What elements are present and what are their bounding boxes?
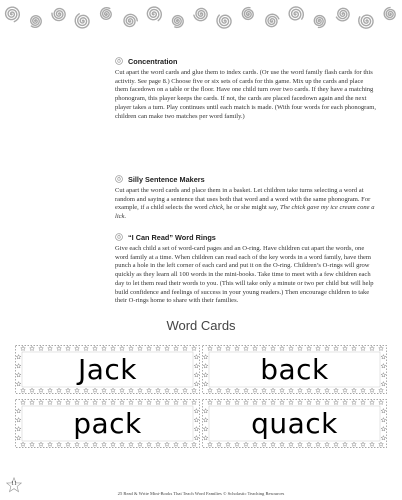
word-card-text: pack xyxy=(73,407,142,440)
page-number: 11 xyxy=(11,481,17,487)
swirl-border-decoration xyxy=(0,0,402,40)
activity-body: Cut apart the word cards and place them in a basket. Let children take turns selecting a word at random and saying a sentence that uses both that word and a word with the same phonogram. For example, if a child selects the word chick, he or she might say, The chick gave my ice cream cone a lick. xyxy=(115,187,375,221)
word-cards-heading: Word Cards xyxy=(166,318,236,333)
word-card xyxy=(202,345,387,394)
swirl-icon xyxy=(336,8,349,20)
activity-concentration xyxy=(115,55,377,121)
spiral-bullet-icon xyxy=(115,175,123,183)
swirl-icon xyxy=(124,14,137,26)
word-card xyxy=(15,345,200,394)
activity-title: Silly Sentence Makers xyxy=(128,174,205,184)
swirl-icon xyxy=(31,16,41,28)
activity-title: Concentration xyxy=(128,56,178,66)
spiral-bullet-icon xyxy=(115,233,123,241)
spiral-bullet-icon xyxy=(115,57,123,65)
activity-silly-sentence-makers xyxy=(115,173,377,222)
activity-body: Cut apart the word cards and glue them to index cards. (Or use the word family flash cards for this activity. See page 8.) Choose five or six sets of cards for this game. Mix up the cards and place them facedown on a table or the floor. Have one child turn over two cards. If they have a matching phonogram, this player keeps the cards. If not, the cards are placed facedown again and the next player takes a turn. Play continues until each match is made. (With four words for each phonogram, children can make two matches per word family.) xyxy=(115,69,376,120)
swirl-icon xyxy=(52,9,65,21)
activity-title: “I Can Read” Word Rings xyxy=(128,232,216,242)
swirl-icon xyxy=(242,8,253,20)
swirl-icon xyxy=(217,15,231,28)
swirl-icon xyxy=(6,7,20,21)
word-card-text: back xyxy=(260,353,329,386)
word-card-text: quack xyxy=(251,407,338,440)
swirl-icon xyxy=(194,8,207,20)
swirl-icon xyxy=(147,7,161,21)
footer-credit: 25 Read & Write Mini-Books That Teach Word Families © Scholastic Teaching Resources xyxy=(117,491,285,496)
activity-word-rings xyxy=(115,231,377,306)
swirl-icon xyxy=(314,16,325,28)
swirl-icon xyxy=(173,16,184,28)
word-card-text: Jack xyxy=(77,353,138,386)
swirl-icon xyxy=(75,14,89,28)
swirl-icon xyxy=(289,7,303,20)
swirl-icon xyxy=(384,8,395,20)
swirl-icon xyxy=(101,8,112,20)
swirl-icon xyxy=(359,15,373,28)
word-card xyxy=(15,399,200,448)
swirl-icon xyxy=(266,14,279,26)
word-card xyxy=(202,399,387,448)
activity-body: Give each child a set of word-card pages and an O-ring. Have children cut apart the words, one word family at a time. When children can read each of the key words in a word family, have them punch a hole in the left corner of each card and put it on the O-ring. Children’s O-rings will grow quickly as they learn all 100 words in the mini-books. Take time to meet with a few children each day to let them read their words to you. (This will take only a minute or two per child but will help build confidence and feelings of success in your young readers.) Then encourage children to take their O-rings home to share with their families. xyxy=(115,245,374,305)
